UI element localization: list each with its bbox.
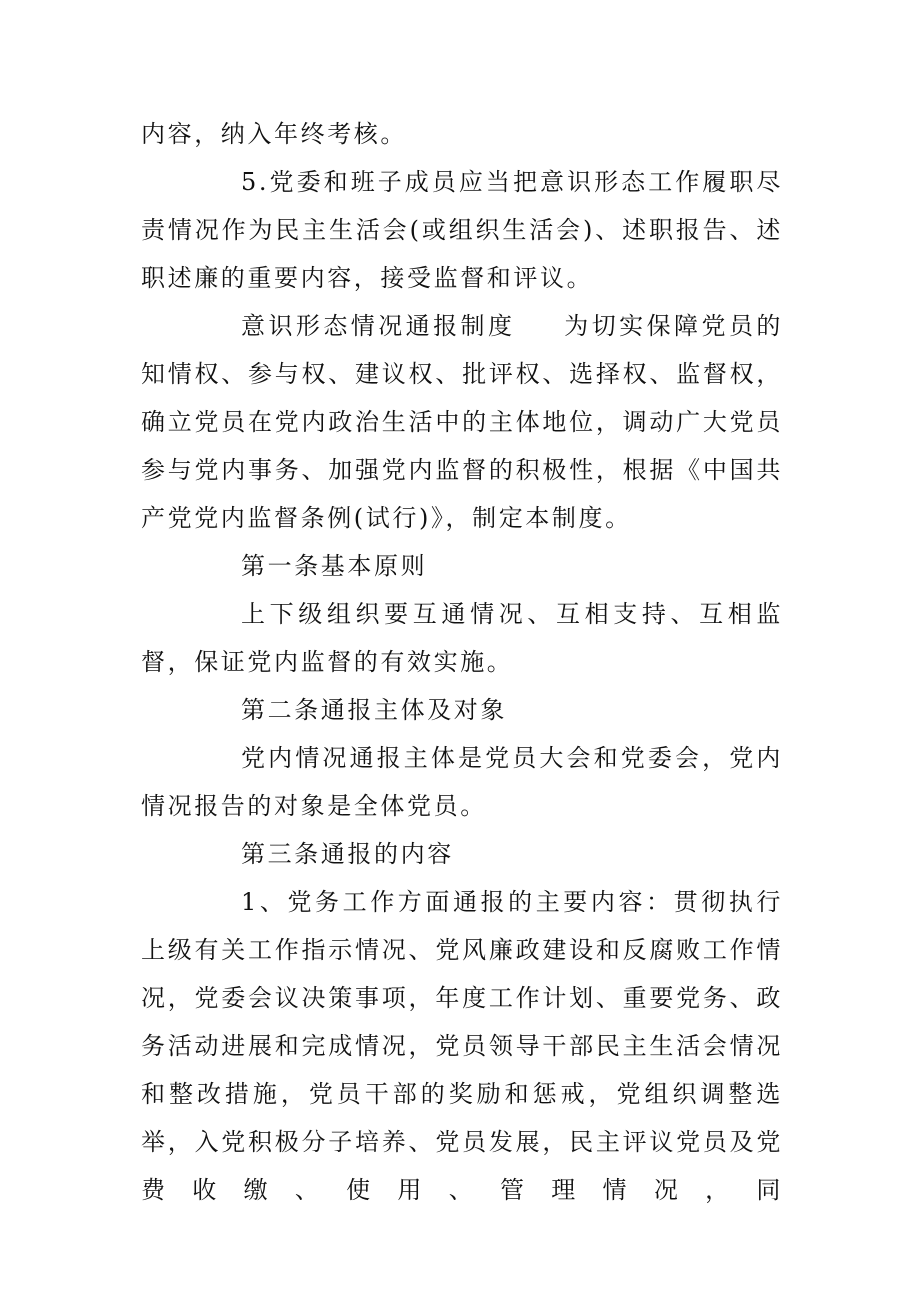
- paragraph-3: [141, 302, 783, 542]
- paragraph-text: 第二条通报主体及对象: [241, 696, 507, 724]
- paragraph-text: 内容，纳入年终考核。: [141, 120, 407, 148]
- paragraph-text: 为切实保障党员的知情权、参与权、建议权、批评权、选择权、监督权，确立党员在党内政治生活中的主体地位，调动广大党员参与党内事务、加强党内监督的积极性，根据《中国共产党党内监督条例(试行)》，制定本制度。: [141, 312, 783, 532]
- article-heading-1: [141, 542, 783, 590]
- paragraph-2: [141, 158, 783, 302]
- paragraph-text: 第三条通报的内容: [241, 840, 454, 868]
- paragraph-text: 1、党务工作方面通报的主要内容：贯彻执行上级有关工作指示情况、党风廉政建设和反腐败工作情况，党委会议决策事项，年度工作计划、重要党务、政务活动进展和完成情况，党员领导干部民主生活会情况和整改措施，党员干部的奖励和惩戒，党组织调整选举，入党积极分子培养、党员发展，民主评议党员及党费收缴、使用、管理情况，同: [141, 888, 783, 1204]
- paragraph-text: 上下级组织要互通情况、互相支持、互相监督，保证党内监督的有效实施。: [141, 600, 783, 676]
- paragraph-text: 党内情况通报主体是党员大会和党委会，党内情况报告的对象是全体党员。: [141, 744, 783, 820]
- paragraph-text: 5.党委和班子成员应当把意识形态工作履职尽责情况作为民主生活会(或组织生活会)、述职报告、述职述廉的重要内容，接受监督和评议。: [141, 168, 783, 292]
- paragraph-9: [141, 878, 783, 1214]
- paragraph-5: [141, 590, 783, 686]
- paragraph-7: [141, 734, 783, 830]
- paragraph-1: [141, 110, 783, 158]
- document-body: [141, 110, 783, 1214]
- article-heading-2: [141, 686, 783, 734]
- section-heading: 意识形态情况通报制度: [241, 312, 516, 340]
- article-heading-3: [141, 830, 783, 878]
- paragraph-text: 第一条基本原则: [241, 552, 428, 580]
